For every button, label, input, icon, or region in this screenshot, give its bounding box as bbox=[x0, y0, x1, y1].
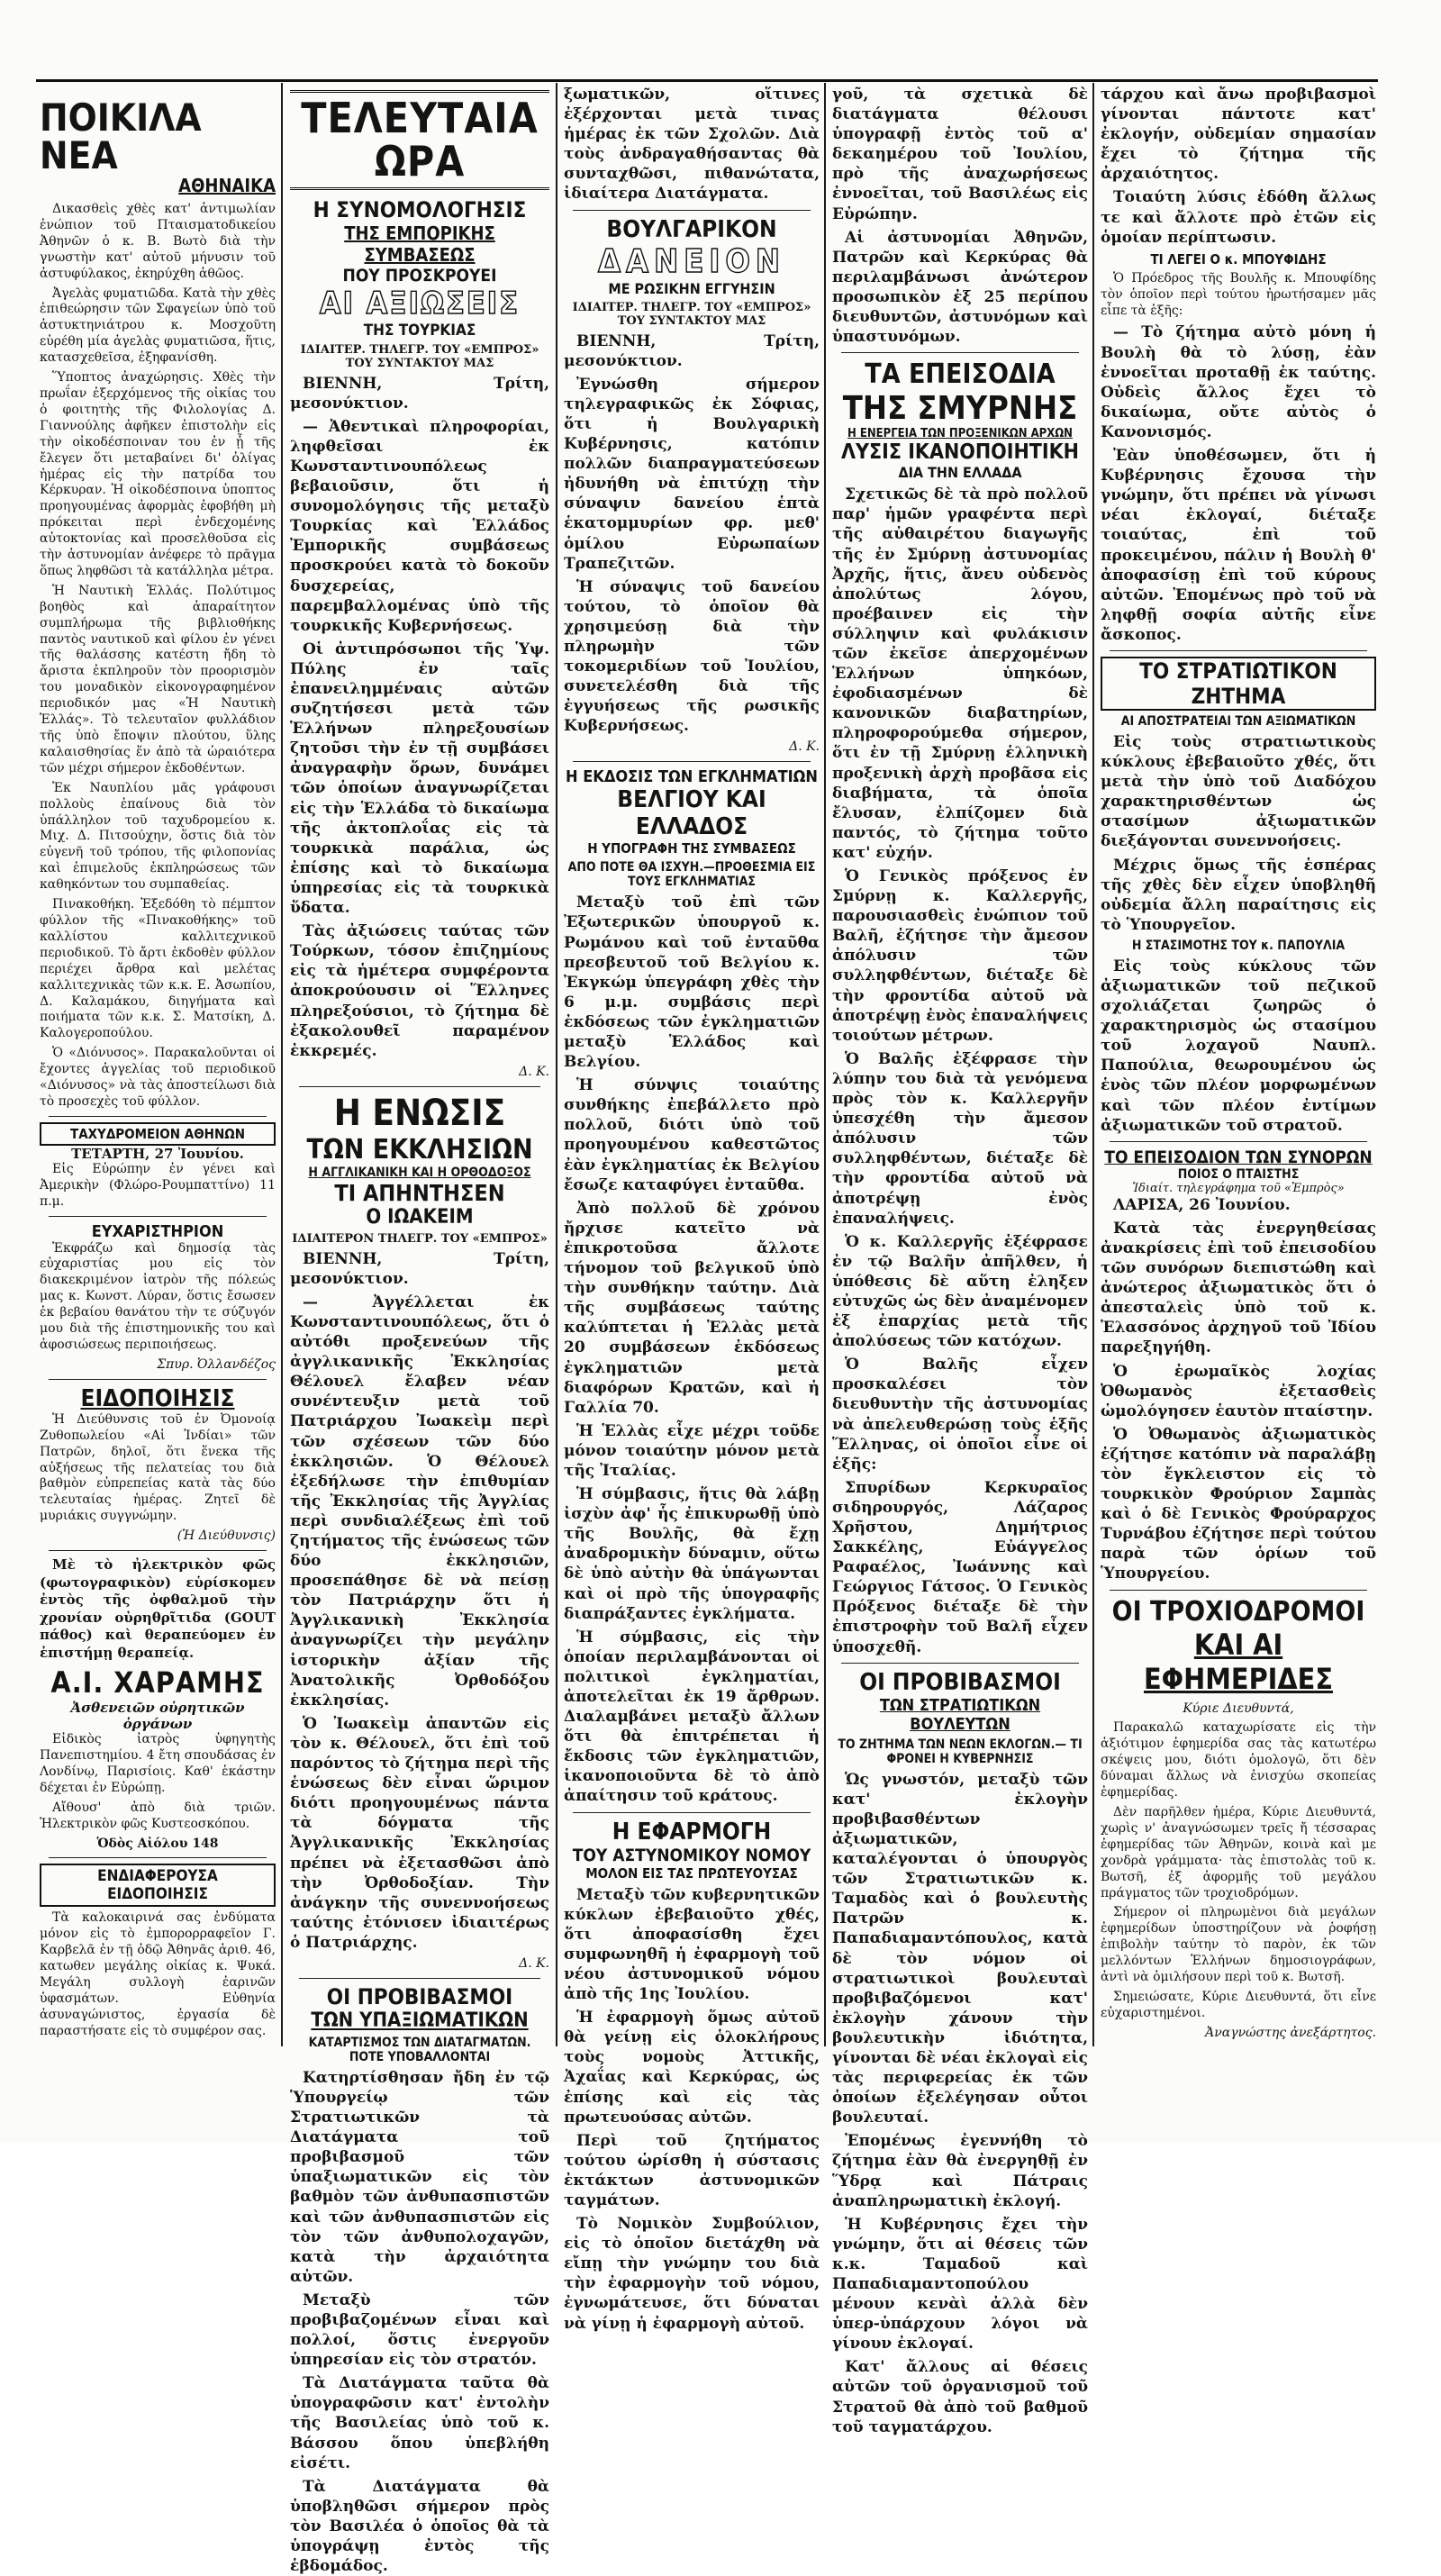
headline: ΑΙ ΑΞΙΩΣΕΙΣ bbox=[319, 285, 521, 322]
news-items bbox=[40, 202, 276, 1111]
article-paragraph: Κατὰ τὰς ἐνεργηθείσας ἀνακρίσεις ἐπὶ τοῦ ἐπεισοδίου τῶν συνόρων διεπιστώθη καὶ ἀνώτερος ἀξιωματικὸς ὅτι ὁ ἀπεσταλεὶς ὑπὸ τοῦ κ. Ἐλασσόνος ἀρχηγοῦ τοῦ Ἰδίου παρεξηγήθη. bbox=[1101, 1219, 1376, 1357]
column-3 bbox=[564, 85, 820, 2333]
article-paragraph: — Ἀγγέλλεται ἐκ Κωνσταντινουπόλεως, ὅτι ὁ αὐτόθι προξενεύων τῆς ἀγγλικανικῆς Ἐκκλησίας Θέλουελ ἔλαβεν νέαν συνέντευξιν μετὰ τοῦ Πατριάρχου Ἰωακεὶμ περὶ τῶν σχέσεων τῶν δύο ἐκκλησιῶν. Ὁ Θέλουελ ἐξεδήλωσε τὴν ἐπιθυμίαν τῆς Ἐκκλησίας τῆς Ἀγγλίας περὶ συνδιαλέξεως ἐπὶ τοῦ ζητήματος τῆς ἑνώσεως τῶν δύο ἐκκλησιῶν, προσεπάθησε δὲ νὰ πείσῃ τὸν Πατριάρχην ὅτι ἡ Ἀγγλικανικὴ Ἐκκλησία ἀναγνωρίζει τὴν μεγάλην ἱστορικὴν ἀξίαν τῆς Ἀνατολικῆς Ὀρθοδόξου ἐκκλησίας. bbox=[290, 1293, 549, 1710]
article-paragraph: Σπυρίδων Κερκυραῖος σιδηρουργός, Λάζαρος Χρῆστου, Δημήτριος Σακκέλης, Εὐάγγελος Ραφαέλος, Ἰωάννης καὶ Γεώργιος Γάτσος. Ὁ Γενικὸς Πρόξενος διέταξε δὲ τὴν ἐπιστροφὴν τοῦ Βαλῆ εἶχεν ὑποσχεθῆ. bbox=[832, 1478, 1088, 1656]
ad-text-2: Εἰδικὸς ἰατρὸς ὑφηγητὴς Πανεπιστημίου. 4 ἔτη σπουδάσας ἐν Λονδίνῳ, Παρισίοις. Καθ' ἑκάστην δέχεται ἐν Εὐρώπῃ. bbox=[40, 1732, 276, 1795]
article-paragraph: Ἐὰν ὑποθέσωμεν, ὅτι ἡ Κυβέρνησις ἔχουσα τὴν γνώμην, ὅτι πρέπει νὰ γίνωσι νέαι ἐκλογαί, διέταξε τοιαύτας, ἐπὶ τοῦ προκειμένου, πάλιν ἡ Βουλὴ θ' ἀποφασίσῃ ἐπὶ τοῦ κύρους αὐτῶν. Ἐπομένως πρὸ τοῦ νὰ ληφθῇ σοφία αὐτῆς εἶνε ἄσκοπος. bbox=[1101, 447, 1376, 644]
article-paragraph: Μεταξὺ τῶν προβιβαζομένων εἶναι καὶ πολλοί, ὅστις ἐνεργοῦν ὑπηρεσίαν εἰς τὸν στρατόν. bbox=[290, 2290, 549, 2370]
divider bbox=[49, 1216, 267, 1217]
article-paragraph: γοῦ, τὰ σχετικὰ δὲ διατάγματα θέλουσι ὑπογραφῇ ἐντὸς τοῦ α' δεκαημέρου τοῦ Ἰουλίου, πρὸ τῆς ἀναχωρήσεως ἐννοεῖται, τοῦ Βασιλέως εἰς Εὐρώπην. bbox=[832, 86, 1088, 223]
article-paragraph: Ἡ σύμβασις, εἰς τὴν ὁποίαν περιλαμβάνονται οἱ πολιτικοὶ ἐγκληματίαι, ἀποτελεῖται ἐκ 19 ἄρθρων. Διαλαμβάνει μεταξὺ ἄλλων ὅτι θὰ ἐπιτρέπεται ἡ ἔκδοσις τῶν ἐγκληματιῶν, ἱκανοποιοῦντα δὲ τὸ ἀπὸ ἀπαίτησιν τοῦ κράτους. bbox=[564, 1628, 820, 1806]
article-paragraph: Παρακαλῶ καταχωρίσατε εἰς τὴν ἀξιότιμον ἐφημερίδα σας τὰς κατωτέρω σκέψεις μου, διότι ὁμολογῶ, ὅτι δὲν δύναμαι ἄλλως νὰ ἐνισχύω σκοπείας ἐφημερίδας. bbox=[1101, 1720, 1376, 1800]
article-paragraph: Αἱ ἀστυνομίαι Ἀθηνῶν, Πατρῶν καὶ Κερκύρας θὰ περιλαμβάνωσι ἀνώτερον προσωπικὸν ἐξ 25 περίπου διευθυντῶν, ἀστυνόμων καὶ ὑπαστυνόμων. bbox=[832, 228, 1088, 347]
ad-subtitle: Ἀσθενειῶν οὐρητικῶν ὀργάνων bbox=[70, 1700, 245, 1733]
article-paragraph: τάρχου καὶ ἄνω προβιβασμοὶ γίνονται πάντοτε κατ' ἐκλογήν, οὐδεμίαν σημασίαν ἔχει τὸ ζήτημα τῆς ἀρχαιότητος. bbox=[1101, 86, 1376, 184]
headline: ΠΟΥ ΠΡΟΣΚΡΟΥΕΙ bbox=[342, 265, 497, 286]
headline: ΤΟΥ ΑΣΤΥΝΟΜΙΚΟΥ ΝΟΜΟΥ bbox=[572, 1845, 811, 1865]
column-rule bbox=[1092, 83, 1094, 2046]
article-paragraph: Ὁ Γενικὸς πρόξενος ἐν Σμύρνῃ κ. Καλλεργῆς, παρουσιασθεὶς ἐνώπιον τοῦ Βαλῆ, ἐζήτησε τὴν ἄμεσον ἀπόλυσιν τῶν συλληφθέντων, διέταξε δὲ τὴν φροντίδα αὐτοῦ νὰ ἀποτρέψῃ ἐνὸς ἐπαναλήψεις τοιούτων μέτρων. bbox=[832, 867, 1088, 1045]
post-office-text: Εἰς Εὐρώπην ἐν γένει καὶ Ἀμερικὴν (Φλώρο-Ρουμπαττίνο) 11 π.μ. bbox=[40, 1161, 276, 1209]
notice-title: ΕΙΔΟΠΟΙΗΣΙΣ bbox=[80, 1384, 235, 1412]
dateline: ΒΙΕΝΝΗ, Τρίτη, μεσονύκτιον. bbox=[290, 1249, 549, 1288]
column-rule bbox=[824, 83, 826, 2046]
article-paragraph: Ἐγνώσθη σήμερον τηλεγραφικῶς ἐκ Σόφιας, ὅτι ἡ Βουλγαρικὴ Κυβέρνησις, κατόπιν πολλῶν διαπραγματεύσεων ἠδυνήθη νὰ ἐπιτύχῃ τὴν σύναψιν δανείου ἑπτὰ ἑκατομμυρίων φρ. μεθ' ὁμίλου Εὐρωπαίων Τραπεζιτῶν. bbox=[564, 375, 820, 573]
thanks-signature: Σπυρ. Ὀλλανδέζος bbox=[157, 1356, 276, 1372]
headline: ΤΟ ΕΠΕΙΣΟΔΙΟΝ ΤΩΝ ΣΥΝΟΡΩΝ bbox=[1104, 1147, 1373, 1167]
article-paragraph: Ἡ Ἑλλὰς εἶχε μέχρι τοῦδε μόνον τοιαύτην μόνον μετὰ τῆς Ἰταλίας. bbox=[564, 1421, 820, 1480]
article-paragraph: ξωματικῶν, οἵτινες ἐξέρχονται μετὰ τινας ἡμέρας ἐκ τῶν Σχολῶν. Διὰ τοὺς ἀνδραγαθήσαντας θὰ συνταχθῶσι, πιθανώτατα, ἰδιαίτερα Διατάγματα. bbox=[564, 86, 820, 204]
divider bbox=[299, 1086, 540, 1087]
telegram-source: ΙΔΙΑΙΤΕΡ. ΤΗΛΕΓΡ. ΤΟΥ «ΕΜΠΡΟΣ» ΤΟΥ ΣΥΝΤΑΚΤΟΥ ΜΑΣ bbox=[300, 342, 539, 370]
news-item: Ἡ Ναυτικὴ Ἑλλάς. Πολύτιμος βοηθὸς καὶ ἀπαραίτητον συμπλήρωμα τῆς βιβλιοθήκης παντὸς ναυτικοῦ καὶ φίλου ἐν γένει τῆς θαλάσσης κατέστη ἤδη τὸ ἄριστα ἐκπληροῦν τὸν προορισμὸν του μοναδικὸν εἰκονογραφημένον περιοδικόν μας «Ἡ Ναυτικὴ Ἑλλάς». Τὸ τελευταῖον φυλλάδιον τῆς ὑπὸ ἔποψιν πλούτου, ὕλης καλαισθησίας ἕν ἀπὸ τὰ ὡραιότερα τῶν μέχρι σήμερον ἐκδοθέντων. bbox=[40, 583, 276, 776]
interesting-notice-text: Τὰ καλοκαιρινά σας ἐνδύματα μόνον εἰς τὸ ἐμπορορραφεῖον Γ. Καρβελᾶ ἐν τῇ ὁδῷ Ἀθηνᾶς ἀριθ. 46, κατωθεν μεγάλης οἰκίας κ. Ψυκά. Μεγάλη συλλογὴ ἐαρινῶν ὑφασμάτων. Εὐθηνία ἀσυναγώνιστος, ἐργασία δὲ παραστήσατε εἰς τὸ συμφέρον σας. bbox=[40, 1910, 276, 2038]
article-paragraph: Τὰ Διατάγματα ταῦτα θὰ ὑπογραφῶσιν κατ' ἐντολὴν τῆς Βασιλείας ὑπὸ τοῦ κ. Βάσσου ὅπου ὑπεβλήθη εἰσέτι. bbox=[290, 2374, 549, 2472]
telegram-source: ΙΔΙΑΙΤΕΡΟΝ ΤΗΛΕΓΡ. ΤΟΥ «ΕΜΠΡΟΣ» bbox=[292, 1231, 548, 1246]
headline: ΔΑΝΕΙΟΝ bbox=[597, 242, 786, 280]
article-paragraph: — Τὸ ζήτημα αὐτὸ μόνη ἡ Βουλὴ θὰ τὸ λύσῃ, ἐὰν ἐννοεῖται προταθῇ ἐκ ταύτης. Οὐδεὶς ἄλλος ἔχει τὸ δικαίωμα, οὔτε αὐτὸς ὁ Κανονισμός. bbox=[1101, 323, 1376, 441]
headline: ΒΟΥΛΓΑΡΙΚΟΝ bbox=[606, 215, 777, 243]
letter-greeting: Κύριε Διευθυντά, bbox=[1183, 1701, 1294, 1716]
divider bbox=[573, 210, 811, 211]
article-paragraph: Μεταξὺ τοῦ ἐπὶ τῶν Ἐξωτερικῶν ὑπουργοῦ κ. Ρωμάνου καὶ τοῦ ἐνταῦθα πρεσβευτοῦ τοῦ Βελγίου κ. Ἐκγκώμ ὑπεγράφη χθὲς τὴν 6 μ.μ. συμβάσις περὶ ἐκδόσεως τῶν ἐγκληματιῶν μεταξὺ Ἑλλάδος καὶ Βελγίου. bbox=[564, 893, 820, 1072]
divider bbox=[49, 1379, 267, 1380]
headline: ΤΑ ΕΠΕΙΣΟΔΙΑ bbox=[865, 358, 1056, 391]
column-rule bbox=[281, 83, 283, 2046]
headline: Η ΑΓΓΛΙΚΑΝΙΚΗ ΚΑΙ Η ΟΡΘΟΔΟΞΟΣ bbox=[308, 1165, 531, 1180]
article-paragraph: Ὡς γνωστόν, μεταξὺ τῶν κατ' ἐκλογὴν προβιβασθέντων ἀξιωματικῶν, καταλέγονται ὁ ὑπουργὸς τῶν Στρατιωτικῶν κ. Ταμαδὸς καὶ ὁ βουλευτὴς Πατρῶν κ. Παπαδιαμαντόπουλος, κατὰ δὲ τὸν νόμον οἱ στρατιωτικοὶ βουλευταὶ προβιβαζόμενοι κατ' ἐκλογὴν χάνουν τὴν βουλευτικὴν ἰδιότητα, γίνονται δὲ νέαι ἐκλογαὶ εἰς τὰς περιφερείας ἐκ τῶν ὁποίων ἐξελέγησαν οὗτοι βουλευταί. bbox=[832, 1770, 1088, 2127]
divider bbox=[49, 1116, 267, 1117]
article-paragraph: Οἱ ἀντιπρόσωποι τῆς Ὑψ. Πύλης ἐν ταῖς ἐπανειλημμέναις αὐτῶν συζητήσεσι μετὰ τῶν Ἑλλήνων πληρεξουσίων ζητοῦσι τὴν ἐν τῇ συμβάσει ἀναγραφὴν ὅρων, δυνάμει τῶν ὁποίων ἀναγνωρίζεται εἰς τὴν Ἑλλάδα τὸ δικαίωμα τῆς ἀκτοπλοΐας εἰς τὰ τουρκικὰ παράλια, ὡς ἐπίσης καὶ τὸ δικαίωμα ὑπηρεσίας εἰς τὰ τουρκικὰ ὕδατα. bbox=[290, 639, 549, 918]
column-2 bbox=[290, 90, 549, 2576]
headline: ΤΩΝ ΕΚΚΛΗΣΙΩΝ bbox=[306, 1133, 533, 1166]
headline: Η ΣΤΑΣΙΜΟΤΗΣ ΤΟΥ κ. ΠΑΠΟΥΛΙΑ bbox=[1131, 938, 1346, 953]
article-paragraph: Σήμερον οἱ πληρωμὲνοι διὰ μεγάλων ἐφημερίδων ὑποστηρίζουν νὰ ῥοφήσῃ ἐπιβολὴν ταύτην τὸ παρὸν, ἐκ τῶν μελλόντων Ἑλλήνων δημοσιογράφων, ἀντὶ νὰ ὁμιλήσουν περὶ τοῦ κ. Βωτσῆ. bbox=[1101, 1905, 1376, 1985]
article-paragraph: Εἰς τοὺς κύκλους τῶν ἀξιωματικῶν τοῦ πεζικοῦ σχολιάζεται ζωηρῶς ὁ χαρακτηρισμὸς ὡς στασίμου τοῦ λοχαγοῦ Ναυπλ. Παπούλια, θεωρουμένου ὡς ἑνὸς τῶν πλέον μορφωμένων καὶ τῶν πλέον ἐντίμων ἀξιωματικῶν τοῦ στρατοῦ. bbox=[1101, 957, 1376, 1135]
column-rule bbox=[556, 83, 557, 2046]
news-item: Δικασθεὶς χθὲς κατ' ἀντιμωλίαν ἐνώπιον τοῦ Πταισματοδικείου Ἀθηνῶν ὁ κ. Β. Βωτὸ διὰ τὴν γνωστὴν κατ' αὐτοῦ μήνυσιν τοῦ ἀστυφύλακος, ἐκηρύχθη ἀθῶος. bbox=[40, 202, 276, 281]
ad-text-3: Αἴθουσ' ἀπὸ διὰ τριῶν. Ἠλεκτρικὸν φῶς Κυστεοσκόπου. bbox=[40, 1800, 276, 1831]
article-paragraph: Ὁ κ. Καλλεργῆς ἐξέφρασε ἐν τῷ Βαλῆν ἀπῆλθεν, ἡ ὑπόθεσις δὲ αὕτη ἐληξεν εὐτυχῶς ὡς δὲν ἀναμένομεν ἐξ ἐπαρχίας μετὰ τῆς ἀπολύσεως τῶν κατόχων. bbox=[832, 1232, 1088, 1351]
divider bbox=[841, 352, 1079, 353]
article-paragraph: Τὸ Νομικὸν Συμβούλιον, εἰς τὸ ὁποῖον διετάχθη νὰ εἴπῃ τὴν γνώμην του διὰ τὴν ἐφαρμογὴν τοῦ νόμου, ἐγνωμάτευσε, ὅτι δύναται νὰ γίνῃ ἡ ἐφαρμογὴ αὐτοῦ. bbox=[564, 2215, 820, 2333]
notice-text: Ἡ Διεύθυνσις τοῦ ἐν Ὀμονοίᾳ Ζυθοπωλείου «Αἱ Ἰνδίαι» τῶν Πατρῶν, δηλοῖ, ὅτι ἕνεκα τῆς αὐξήσεως τῆς πελατείας του διὰ βαθμὸν εὐπρεπείας κατὰ τὰς δύο τελευταίας ἡμέρας. Ζητεῖ δὲ μυριάκις συγγνώμην. bbox=[40, 1411, 276, 1524]
telegram-source: Ἰδιαίτ. τηλεγράφημα τοῦ «Ἐμπρὸς» bbox=[1132, 1181, 1345, 1195]
interesting-notice-title: ΕΝΔΙΑΦΕΡΟΥΣΑ ΕΙΔΟΠΟΙΗΣΙΣ bbox=[40, 1864, 276, 1907]
news-item: Ὕποπτος ἀναχώρησις. Χθὲς τὴν πρωΐαν ἐξερχόμενος τῆς οἰκίας του ὁ φοιτητὴς τῆς Φιλολογίας Δ. Γιαννούλης ἀφῆκεν ἐπιστολὴν εἰς τὴν οἰκοδέσποιναν του ἐν ᾗ τῆς ἔλεγεν ὅτι μεταβαίνει δι' ὀλίγας ἡμέρας εἰς τὴν πατρίδα του Κέρκυραν. Ἡ οἰκοδέσποινα ὑποπτος προηγουμένας ἀφορμὰς ἐφοβήθη μὴ πρόκειται περὶ ἐνδεχομένης αὐτοκτονίας καὶ προσελθοῦσα εἰς τὴν ἀστυνομίαν ἀνέφερε τὸ πρᾶγμα ὅπως ληφθῶσι τὰ κατάλληλα μέτρα. bbox=[40, 370, 276, 578]
headline: ΒΕΛΓΙΟΥ ΚΑΙ ΕΛΛΑΔΟΣ bbox=[617, 786, 766, 841]
divider bbox=[1110, 1590, 1367, 1591]
headline: Η ΕΝΩΣΙΣ bbox=[333, 1092, 506, 1134]
column-5 bbox=[1101, 85, 1376, 2075]
article-paragraph: Ὁ Βαλῆς εἶχεν προσκαλέσει τὸν διευθυντὴν τῆς ἀστυνομίας νὰ ἀπελευθερώσῃ τοὺς ἑξῆς Ἕλληνας, οἱ ὁποῖοι εἶνε οἱ ἑξῆς: bbox=[832, 1356, 1088, 1474]
divider bbox=[573, 761, 811, 762]
article-paragraph: Τὰ Διατάγματα θὰ ὑποβληθῶσι σήμερον πρὸς τὸν Βασιλέα ὁ ὁποῖος θὰ τὰ ὑπογράψῃ ἐντὸς τῆς ἑβδομάδος. bbox=[290, 2477, 549, 2576]
divider bbox=[1110, 1141, 1367, 1142]
headline: ΟΙ ΤΡΟΧΙΟΔΡΟΜΟΙ bbox=[1111, 1595, 1365, 1628]
column-1 bbox=[40, 95, 276, 2081]
headline: ΑΠΟ ΠΟΤΕ ΘΑ ΙΣΧΥΗ.—ΠΡΟΘΕΣΜΙΑ ΕΙΣ ΤΟΥΣ ΕΓΚΛΗΜΑΤΙΑΣ bbox=[567, 860, 816, 890]
article-paragraph: Ἡ σύμβασις, ἥτις θὰ λάβῃ ἰσχὺν ἀφ' ἧς ἐπικυρωθῇ ὑπὸ τῆς Βουλῆς, θὰ ἔχῃ ἀναδρομικὴν δύναμιν, οὕτω δὲ ὑπὸ αὐτὴν θὰ ὑπάγωνται καὶ οἱ πρὸ τῆς ὑπογραφῆς διαπράξαντες ἐγκλήματα. bbox=[564, 1485, 820, 1623]
article-paragraph: Περὶ τοῦ ζητήματος τούτου ὡρίσθη ἡ σύστασις ἐκτάκτων ἀστυνομικῶν ταγμάτων. bbox=[564, 2131, 820, 2209]
headline: Η ΕΦΑΡΜΟΓΗ bbox=[612, 1818, 772, 1846]
signature: Δ. Κ. bbox=[519, 1955, 549, 1971]
headline: Η ΥΠΟΓΡΑΦΗ ΤΗΣ ΣΥΜΒΑΣΕΩΣ bbox=[587, 840, 796, 857]
header-rule bbox=[36, 79, 1378, 82]
headline: ΤΩΝ ΣΤΡΑΤΙΩΤΙΚΩΝ ΒΟΥΛΕΥΤΩΝ bbox=[879, 1695, 1041, 1734]
post-office-title: ΤΑΧΥΔΡΟΜΕΙΟΝ ΑΘΗΝΩΝ bbox=[40, 1122, 276, 1146]
headline: ΤΟ ΖΗΤΗΜΑ ΤΩΝ ΝΕΩΝ ΕΚΛΟΓΩΝ.— ΤΙ ΦΡΟΝΕΙ Η ΚΥΒΕΡΝΗΣΙΣ bbox=[838, 1737, 1083, 1766]
headline: ΤΩΝ ΥΠΑΞΙΩΜΑΤΙΚΩΝ bbox=[311, 2009, 529, 2032]
news-item: Ἀγελὰς φυματιῶδα. Κατὰ τὴν χθὲς ἐπιθεώρησιν τῶν Σφαγείων ὑπὸ τοῦ ἀστυκτηνιάτρου κ. Μοσχοῦτη εὑρέθη μία ἀγελὰς φυματιῶσα, ἥτις, κατασχεθεῖσα, ἐξηφανίσθη. bbox=[40, 286, 276, 366]
headline: Ο ΙΩΑΚΕΙΜ bbox=[366, 1205, 474, 1229]
post-office-date: ΤΕΤΑΡΤΗ, 27 Ἰουνίου. bbox=[71, 1145, 244, 1162]
ad-name: Α.Ι. ΧΑΡΑΜΗΣ bbox=[50, 1665, 265, 1701]
headline: Η ΕΚΔΟΣΙΣ ΤΩΝ ΕΓΚΛΗΜΑΤΙΩΝ bbox=[566, 767, 818, 787]
headline: Η ΣΥΝΟΜΟΛΟΓΗΣΙΣ bbox=[313, 196, 527, 222]
headline: ΤΙ ΑΠΗΝΤΗΣΕΝ bbox=[334, 1179, 505, 1206]
headline: ΑΙ ΑΠΟΣΤΡΑΤΕΙΑΙ ΤΩΝ ΑΞΙΩΜΑΤΙΚΩΝ bbox=[1120, 713, 1356, 729]
dateline: ΒΙΕΝΝΗ, Τρίτη, μεσονύκτιον. bbox=[290, 374, 549, 413]
headline: ΠΟΙΟΣ Ο ΠΤΑΙΣΤΗΣ bbox=[1177, 1166, 1300, 1182]
article-paragraph: Ὁ ἐρωμαῖκὸς λοχίας Ὀθωμανὸς ἐξετασθεὶς ὡμολόγησεν ἑαυτὸν πταίστην. bbox=[1101, 1362, 1376, 1420]
headline: ΤΟ ΣΤΡΑΤΙΩΤΙΚΟΝ ΖΗΤΗΜΑ bbox=[1101, 657, 1376, 711]
thanks-title: ΕΥΧΑΡΙΣΤΗΡΙΟΝ bbox=[91, 1221, 224, 1241]
ad-text: Μὲ τὸ ἠλεκτρικὸν φῶς (φωτογραφικὸν) εὑρίσκομεν ἐντὸς τῆς ὀφθαλμοῦ τὴν χρονίαν οὐρηθρῖτιδα (GOUT πάθος) καὶ θεραπεύομεν ἐν ἐπιστήμῃ θεραπείᾳ. bbox=[40, 1556, 276, 1661]
article-paragraph: Ἡ σύνψις τοιαύτης συνθήκης ἐπεβάλλετο πρὸ πολλοῦ, διότι ὑπὸ τοῦ προηγουμένου καθεστῶτος ἐὰν ἐγκληματίας ἐκ Βελγίου ἔσωζε καταφύγει ἐνταῦθα. bbox=[564, 1076, 820, 1194]
signature: Δ. Κ. bbox=[519, 1064, 549, 1079]
article-paragraph: Ἀπὸ πολλοῦ δὲ χρόνου ἤρχισε κατεῖτο νὰ ἐπικροτοῦσα ἄλλοτε τήνομον τοῦ βελγικοῦ ὑπὸ τὴν συνθήκην ταύτην. Διὰ τῆς συμβάσεως ταύτης καλύπτεται ἡ Ἑλλὰς μετὰ 20 συμβάσεων ἐκδόσεως ἐγκληματιῶν μετὰ διαφόρων Κρατῶν, καὶ ἡ Γαλλία 70. bbox=[564, 1199, 820, 1417]
article-paragraph: Ὁ Πρόεδρος τῆς Βουλῆς κ. Μπουφίδης τὸν ὁποῖον περὶ τούτου ἠρωτήσαμεν μᾶς εἶπε τὰ ἑξῆς: bbox=[1101, 270, 1376, 318]
headline: ΤΗΣ ΕΜΠΟΡΙΚΗΣ ΣΥΜΒΑΣΕΩΣ bbox=[344, 222, 495, 266]
article-paragraph: Δὲν παρῆλθεν ἡμέρα, Κύριε Διευθυντά, χωρὶς ν' ἀναγνώσωμεν τρεῖς ἤ τέσσαρας ἐφημερίδας τῶν Ἀθηνῶν, κοινὰ καὶ με χονδρὰ γράμματα· τὰς ἐπιστολὰς τοῦ κ. Βωτσῆ, ἐξ ἀφορμῆς τοῦ μεγάλου πράγματος τῶν τροχιοδρόμων. bbox=[1101, 1804, 1376, 1900]
news-item: Πινακοθήκη. Ἐξεδόθη τὸ πέμπτον φύλλον τῆς «Πινακοθήκης» τοῦ καλλίστου καλλιτεχνικοῦ περιοδικοῦ. Τὸ ἄρτι ἐκδοθὲν φύλλον περιέχει ἄρθρα καὶ μελέτας καλλιτεχνικὰς τῶν κ.κ. Ε. Ἀσωπίου, Δ. Καλαμάκου, διηγήματα καὶ ποιήματα τῶν κ.κ. Σ. Ματσίκη, Δ. Καλογεροπούλου. bbox=[40, 897, 276, 1041]
article-paragraph: Κατ' ἄλλους αἱ θέσεις αὐτῶν τοῦ ὀργανισμοῦ τοῦ Στρατοῦ θὰ ἀπὸ τοῦ βαθμοῦ τοῦ ταγματάρχου. bbox=[832, 2358, 1088, 2436]
divider bbox=[573, 1812, 811, 1813]
article-paragraph: Μεταξὺ τῶν κυβερνητικῶν κύκλων ἐβεβαιοῦτο χθές, ὅτι ἀποφασίσθη ἔχει συμφωνηθῆ ἡ ἐφαρμογὴ τοῦ νέου ἀστυνομικοῦ νόμου ἀπὸ τῆς 1ης Ἰουλίου. bbox=[564, 1885, 820, 2004]
headline: ΟΙ ΠΡΟΒΙΒΑΣΜΟΙ bbox=[859, 1668, 1061, 1696]
column-4 bbox=[832, 85, 1088, 2436]
signature: Δ. Κ. bbox=[789, 739, 820, 755]
divider bbox=[49, 1857, 267, 1858]
headline: ΤΙ ΛΕΓΕΙ Ο κ. ΜΠΟΥΦΙΔΗΣ bbox=[1150, 250, 1327, 268]
headline: Η ΕΝΕΡΓΕΙΑ ΤΩΝ ΠΡΟΞΕΝΙΚΩΝ ΑΡΧΩΝ bbox=[847, 427, 1073, 441]
thanks-text: Ἐκφράζω καὶ δημοσίᾳ τὰς εὐχαριστίας μου εἰς τὸν διακεκριμένον ἰατρὸν τῆς πόλεώς μας κ. Κωνστ. Λύραν, ὅστις ἔσωσεν ἐκ βεβαίου θανάτου τὴν τε σύζυγόν μου διὰ τῆς ἐπιστημονικῆς του καὶ ἀφοσιώσεως περιποιήσεως. bbox=[40, 1240, 276, 1352]
article-paragraph: Εἰς τοὺς στρατιωτικοὺς κύκλους ἐβεβαιοῦτο χθές, ὅτι μετὰ τὴν ὑπὸ τοῦ Διαδόχου χαρακτηρισθέντων ὡς στασίμων ἀξιωματικῶν διεξάγονται συνεννοήσεις. bbox=[1101, 732, 1376, 851]
article-paragraph: Σημειώσατε, Κύριε Διευθυντά, ὅτι εἶνε εὐχαριστημένοι. bbox=[1101, 1989, 1376, 2020]
section-subtitle: ΑΘΗΝΑΙΚΑ bbox=[178, 175, 276, 196]
last-hour-header: ΤΕΛΕΥΤΑΙΑ ΩΡΑ bbox=[290, 90, 549, 190]
dateline: ΛΑΡΙΣΑ, 26 Ἰουνίου. bbox=[1113, 1195, 1291, 1214]
article-paragraph: Ὁ Ὀθωμανὸς ἀξιωματικὸς ἐζήτησε κατόπιν νὰ παραλάβῃ τὸν ἔγκλειστον εἰς τὸ τουρκικὸν Φρούριον Σαμπὰς καὶ ὁ δὲ Γενικὸς Φρούραρχος Τυρνάβου ἐζήτησε περὶ τούτου παρὰ τῶν ὁρίων τοῦ Ὑπουργείου. bbox=[1101, 1425, 1376, 1583]
headline: ΤΗΣ ΣΜΥΡΝΗΣ bbox=[842, 390, 1078, 428]
article-paragraph: Τοιαύτη λύσις ἐδόθη ἄλλως τε καὶ ἄλλοτε πρὸ ἐτῶν εἰς ὁμοίαν περίπτωσιν. bbox=[1101, 188, 1376, 247]
article-paragraph: Μέχρις ὅμως τῆς ἑσπέρας τῆς χθὲς δὲν εἶχεν ὑποβληθῆ οὐδεμία ἄλλη παραίτησις εἰς τὸ Ὑπουργεῖον. bbox=[1101, 856, 1376, 934]
article-paragraph: Τὰς ἀξιώσεις ταύτας τῶν Τούρκων, τόσον ἐπιζημίους εἰς τὰ ἡμέτερα συμφέροντα ἀποκρούουσιν οἱ Ἕλληνες πληρεξούσιοι, τὸ ζήτημα δὲ ἐξακολουθεῖ παραμένον ἐκκρεμές. bbox=[290, 922, 549, 1060]
article-paragraph: Ἡ Κυβέρνησις ἔχει τὴν γνώμην, ὅτι αἱ θέσεις τῶν κ.κ. Ταμαδοῦ καὶ Παπαδιαμαντοπούλου μένουν κενὰὶ ἀλλὰ δὲν ὑπερ-ὑπάρχουν λόγοι νὰ γίνουν ἐκλογαί. bbox=[832, 2215, 1088, 2354]
headline: ΛΥΣΙΣ ΙΚΑΝΟΠΟΙΗΤΙΚΗ bbox=[841, 440, 1079, 465]
headline: ΤΗΣ ΤΟΥΡΚΙΑΣ bbox=[363, 321, 476, 340]
article-paragraph: Ἡ σύναψις τοῦ δανείου τούτου, τὸ ὁποῖον θὰ χρησιμεύσῃ διὰ τὴν πληρωμὴν τῶν τοκομεριδίων τοῦ Ἰουλίου, συνετελέσθη διὰ τῆς ἐγγυήσεως τῆς ρωσικῆς Κυβερνήσεως. bbox=[564, 577, 820, 736]
article-paragraph: Ἡ ἐφαρμογὴ ὅμως αὐτοῦ θὰ γείνῃ εἰς ὁλοκλήρους τοὺς νομοὺς Ἀττικῆς, Ἀχαΐας καὶ Κερκύρας, ὡς ἐπίσης καὶ εἰς τὰς πρωτευούσας αὐτῶν. bbox=[564, 2009, 820, 2127]
article-paragraph: Ὁ Ἰωακεὶμ ἀπαντῶν εἰς τὸν κ. Θέλουελ, ὅτι ἐπὶ τοῦ παρόντος τὸ ζήτημα περὶ τῆς ἑνώσεως δὲν εἶναι ὥριμον διότι προηγουμένως πάντα τὰ δόγματα τῆς Ἀγγλικανικῆς Ἐκκλησίας πρέπει νὰ ἐξετασθῶσι ἀπὸ τὴν Ὀρθοδοξίαν. Τὴν ἀνάγκην τῆς συνεννοήσεως ταύτης ἐτόνισεν ἰδιαιτέρως ὁ Πατριάρχης. bbox=[290, 1714, 549, 1952]
article-paragraph: Σχετικῶς δὲ τὰ πρὸ πολλοῦ παρ' ἡμῶν γραφέντα περὶ τῆς αὐθαιρέτου διαγωγῆς τῆς ἐν Σμύρνῃ ἀστυνομίας Ἀρχῆς, ἥτις, ἄνευ οὐδενὸς ἀπολύτως λόγου, προέβαινεν εἰς τὴν σύλληψιν καὶ φυλάκισιν τῶν ἐκεῖσε ἀπερχομένων Ἑλλήνων ὑπηκόων, ἐφοδιασμένων δὲ κανονικῶν διαβατηρίων, πληροφορούμεθα σήμερον, ὅτι ἐν τῇ Σμύρνῃ ἑλληνικὴ προξενικὴ ἀρχὴ προβᾶσα εἰς διαβήματα, τὰ ὁποῖα ἔλυσαν, ἐλπίζομεν διὰ παντός, τὸ ζήτημα τοῦτο κατ' εὐχήν. bbox=[832, 485, 1088, 862]
article-paragraph: Ὁ Βαλῆς ἐξέφρασε τὴν λύπην του διὰ τὰ γενόμενα πρὸς τὸν κ. Καλλεργῆν ὑπεσχέθη τὴν ἄμεσον ἀπόλυσιν τῶν συλληφθέντων, διέταξε δὲ τὴν φροντίδα αὐτοῦ νὰ ἀποτρέψῃ ἐνὸς ἐπαναλήψεις. bbox=[832, 1049, 1088, 1228]
article-paragraph: Κατηρτίσθησαν ἤδη ἐν τῷ Ὑπουργείῳ τῶν Στρατιωτικῶν τὰ Διατάγματα τοῦ προβιβασμοῦ τῶν ὑπαξιωματικῶν εἰς τὸν βαθμὸν τῶν ἀνθυπασπιστῶν καὶ τῶν ἀνθυπασπιστῶν εἰς τὸν τῶν ἀνθυπολοχαγῶν, κατὰ τὴν ἀρχαιότητα αὐτῶν. bbox=[290, 2068, 549, 2286]
headline: ΔΙΑ ΤΗΝ ΕΛΛΑΔΑ bbox=[898, 464, 1022, 482]
headline: ΚΑΤΑΡΤΙΣΜΟΣ ΤΩΝ ΔΙΑΤΑΓΜΑΤΩΝ. ΠΟΤΕ ΥΠΟΒΑΛΛΟΝΤΑΙ bbox=[308, 2035, 531, 2064]
headline: ΚΑΙ ΑΙ ΕΦΗΜΕΡΙΔΕΣ bbox=[1144, 1627, 1333, 1696]
ad-address: Ὁδὸς Αἰόλου 148 bbox=[96, 1836, 219, 1851]
divider bbox=[841, 1663, 1079, 1664]
telegram-source: ΙΔΙΑΙΤΕΡ. ΤΗΛΕΓΡ. ΤΟΥ «ΕΜΠΡΟΣ» ΤΟΥ ΣΥΝΤΑΚΤΟΥ ΜΑΣ bbox=[572, 300, 811, 328]
headline: ΜΟΛΟΝ ΕΙΣ ΤΑΣ ΠΡΩΤΕΥΟΥΣΑΣ bbox=[585, 1864, 798, 1882]
dateline: ΒΙΕΝΝΗ, Τρίτη, μεσονύκτιον. bbox=[564, 331, 820, 370]
notice-signature: (Ἡ Διεύθυνσις) bbox=[177, 1528, 276, 1544]
news-item: Ἐκ Ναυπλίου μᾶς γράφουσι πολλοὺς ἐπαίνους διὰ τὸν ὑπάλληλον τοῦ ταχυδρομείου κ. Μιχ. Δ. Πιτσούχην, ὅστις διὰ τὸν εὐγενῆ τοῦ τρόπου, τῆς φιλοπονίας καὶ ἐπιμελοῦς ἐκπληρώσεως τῶν καθηκόντων του συμπαθείας. bbox=[40, 780, 276, 893]
divider bbox=[299, 1978, 540, 1979]
section-title: ΠΟΙΚΙΛΑ ΝΕΑ bbox=[40, 95, 202, 177]
article-paragraph: Ἐπομένως ἐγεννήθη τὸ ζήτημα ἐὰν θὰ ἐνεργηθῇ ἐν Ὕδρᾳ καὶ Πάτραις ἀναπληρωματικὴ ἐκλογή. bbox=[832, 2132, 1088, 2210]
headline: ΟΙ ΠΡΟΒΙΒΑΣΜΟΙ bbox=[326, 1983, 513, 2009]
divider bbox=[1110, 650, 1367, 651]
signature: Ἀναγνώστης ἀνεξάρτητος. bbox=[1205, 2025, 1376, 2040]
news-item: Ὁ «Διόνυσος». Παρακαλοῦνται οἱ ἔχοντες ἀγγελίας τοῦ περιοδικοῦ «Διόνυσος» νὰ τὰς ἀποστείλωσι διὰ τὸ προσεχὲς τοῦ φύλλον. bbox=[40, 1046, 276, 1109]
divider bbox=[49, 1550, 267, 1551]
article-paragraph: — Ἀθεντικαὶ πληροφορίαι, ληφθεῖσαι ἐκ Κωνσταντινουπόλεως βεβαιοῦσιν, ὅτι ἡ συνομολόγησις τῆς μεταξὺ Τουρκίας καὶ Ἑλλάδος Ἐμπορικῆς συμβάσεως προσκρούει κατὰ τὸ δοκοῦν δυσχερείας, παρεμβαλλομένας ὑπὸ τῆς τουρκικῆς Κυβερνήσεως. bbox=[290, 417, 549, 635]
headline: ΜΕ ΡΩΣΙΚΗΝ ΕΓΓΥΗΣΙΝ bbox=[608, 279, 775, 297]
